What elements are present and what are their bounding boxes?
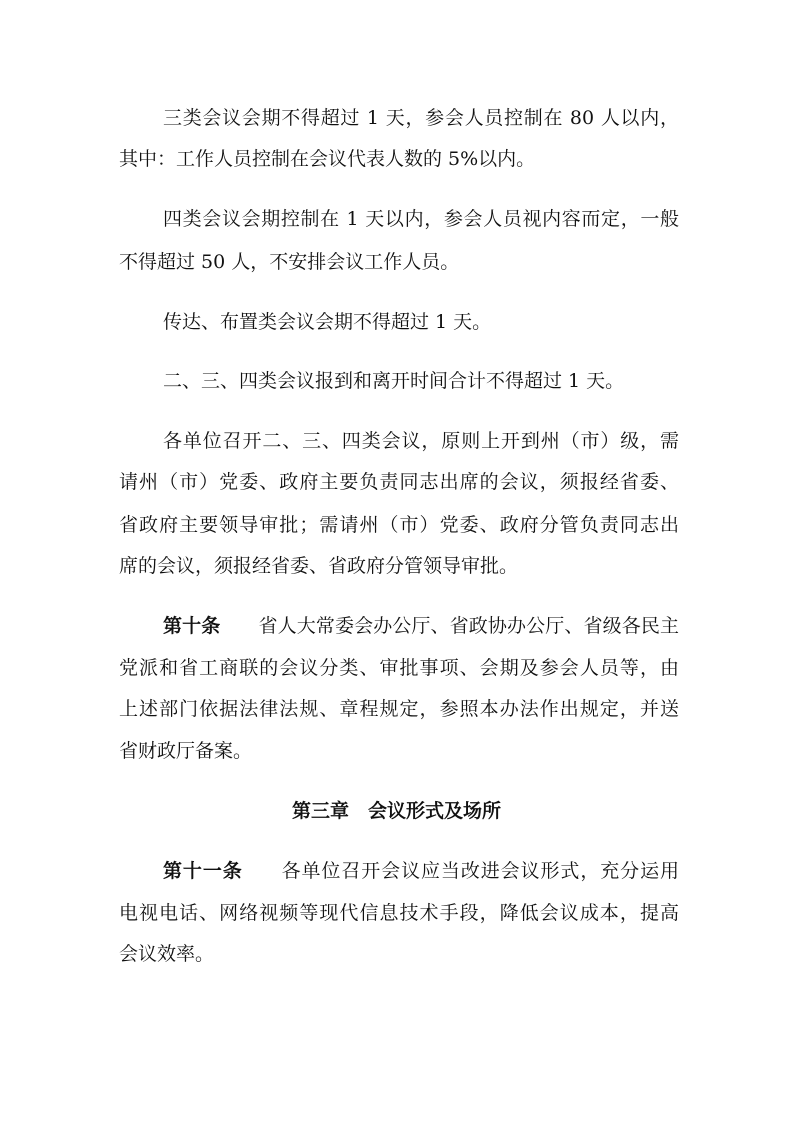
paragraph-5-line-3: 省政府主要领导审批；需请州（市）党委、政府分管负责同志出 [119, 514, 679, 536]
paragraph-1-line-2: 其中：工作人员控制在会议代表人数的 5%以内。 [119, 148, 536, 170]
article-11-line-1-text: 各单位召开会议应当改进会议形式，充分运用 [280, 860, 679, 882]
paragraph-5-line-1: 各单位召开二、三、四类会议，原则上开到州（市）级，需 [163, 430, 679, 452]
article-11-label: 第十一条 [163, 860, 243, 882]
article-10-line-3: 上述部门依据法律法规、章程规定，参照本办法作出规定，并送 [119, 698, 679, 720]
paragraph-5-line-2: 请州（市）党委、政府主要负责同志出席的会议，须报经省委、 [119, 471, 679, 493]
article-10-line-2: 党派和省工商联的会议分类、审批事项、会期及参会人员等，由 [119, 657, 679, 679]
article-10-line-1-text: 省人大常委会办公厅、省政协办公厅、省级各民主 [258, 615, 679, 637]
paragraph-2-line-2: 不得超过 50 人，不安排会议工作人员。 [119, 251, 460, 273]
paragraph-1-line-1: 三类会议会期不得超过 1 天，参会人员控制在 80 人以内， [163, 107, 679, 129]
paragraph-2-line-1: 四类会议会期控制在 1 天以内，参会人员视内容而定，一般 [163, 208, 679, 230]
article-11-line-3: 会议效率。 [119, 943, 215, 965]
article-10-line-4: 省财政厅备案。 [119, 740, 253, 762]
article-10-line-1 [163, 614, 679, 638]
paragraph-3-line-1: 传达、布置类会议会期不得超过 1 天。 [163, 311, 492, 333]
article-11-line-2: 电视电话、网络视频等现代信息技术手段，降低会议成本，提高 [119, 902, 679, 924]
article-11-line-1 [163, 859, 679, 883]
paragraph-5-line-4: 席的会议，须报经省委、省政府分管领导审批。 [119, 555, 519, 577]
paragraph-4-line-1: 二、三、四类会议报到和离开时间合计不得超过 1 天。 [163, 370, 625, 392]
chapter-3-heading: 第三章 会议形式及场所 [291, 800, 501, 822]
article-10-label: 第十条 [163, 615, 221, 637]
